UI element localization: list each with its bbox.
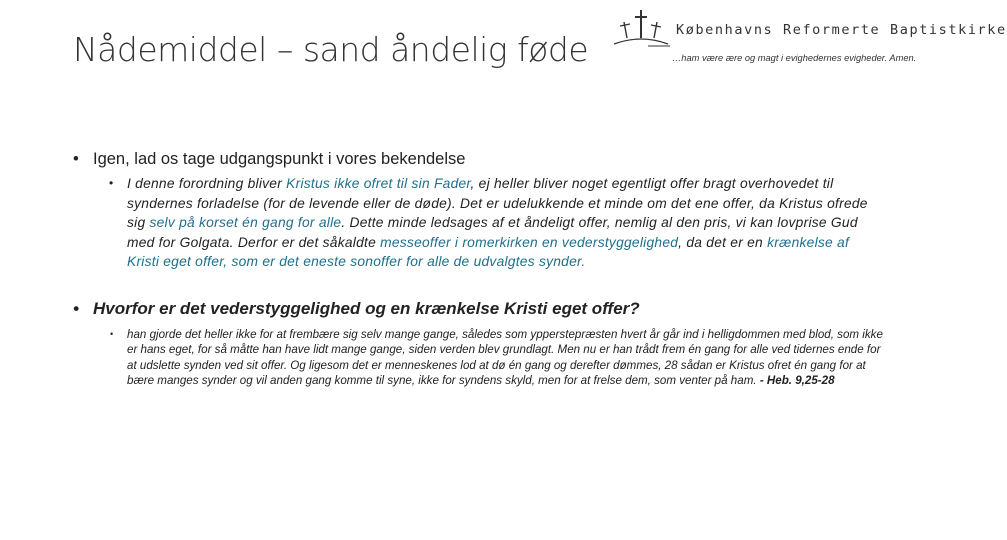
- para-highlight: selv på korset én gang for alle: [149, 215, 342, 230]
- para-highlight: Kristus ikke ofret til sin Fader: [286, 176, 471, 191]
- scripture-reference: - Heb. 9,25-28: [759, 373, 835, 387]
- bullet-confession-text: Igen, lad os tage udgangspunkt i vores bekendelse: [93, 150, 466, 168]
- para-segment: , da det er en: [678, 234, 768, 250]
- bullet-dot: •: [73, 150, 79, 168]
- sub-bullet-dot: •: [110, 329, 114, 339]
- slide-title: Nådemiddel – sand åndelig føde: [73, 30, 589, 69]
- sub-bullet-dot: •: [109, 176, 114, 190]
- para-highlight: krænkelse af Kristi eget offer, som er det eneste sonoffer for alle de udvalgtes synder.: [127, 234, 850, 269]
- scripture-quote: [127, 327, 883, 388]
- quote-text: han gjorde det heller ikke for at frembære sig selv mange gange, således som ypperstepræsten hvert år går ind i helligdommen med blod, som ikke er hans eget, for så måtte han have lidt mange gange, siden verden blev grundlagt. Men nu er han trådt frem én gang for alle ved tidernes ende for at udslette synden ved sit offer. Og ligesom det er menneskenes lod at dø én gang og derefter dømmes, 28 sådan er Kristus ofret én gang for at bære manges synder og vil anden gang komme til syne, ikke for syndens skyld, men for at frelse dem, som venter på ham.: [127, 328, 883, 387]
- confession-paragraph: [127, 174, 883, 272]
- bullet-question-text: Hvorfor er det vederstyggelighed og en krænkelse Kristi eget offer?: [93, 299, 640, 318]
- bullet-dot: •: [73, 299, 79, 318]
- para-segment: , ej heller bliver noget egentligt offer bragt overhovedet til syndernes forladelse (for de levende eller de døde). Det er udelukkende et minde om det ene offer, da Kristus ofrede sig: [127, 176, 868, 230]
- bullet-question: [73, 299, 640, 319]
- bullet-confession: [73, 150, 465, 169]
- para-segment: . Dette minde ledsages af et åndeligt offer, nemlig al den pris, vi kan lovprise Gud med for Golgata. Derfor er det såkaldte: [127, 215, 858, 250]
- crosses-logo-icon: [612, 8, 670, 50]
- church-tagline: …ham være ære og magt i evighedernes evigheder. Amen.: [672, 53, 917, 63]
- church-name: Københavns Reformerte Baptistkirke: [676, 22, 1007, 38]
- para-segment: I denne forordning bliver: [127, 176, 287, 191]
- para-highlight: messeoffer i romerkirken en vederstyggelighed: [380, 234, 679, 250]
